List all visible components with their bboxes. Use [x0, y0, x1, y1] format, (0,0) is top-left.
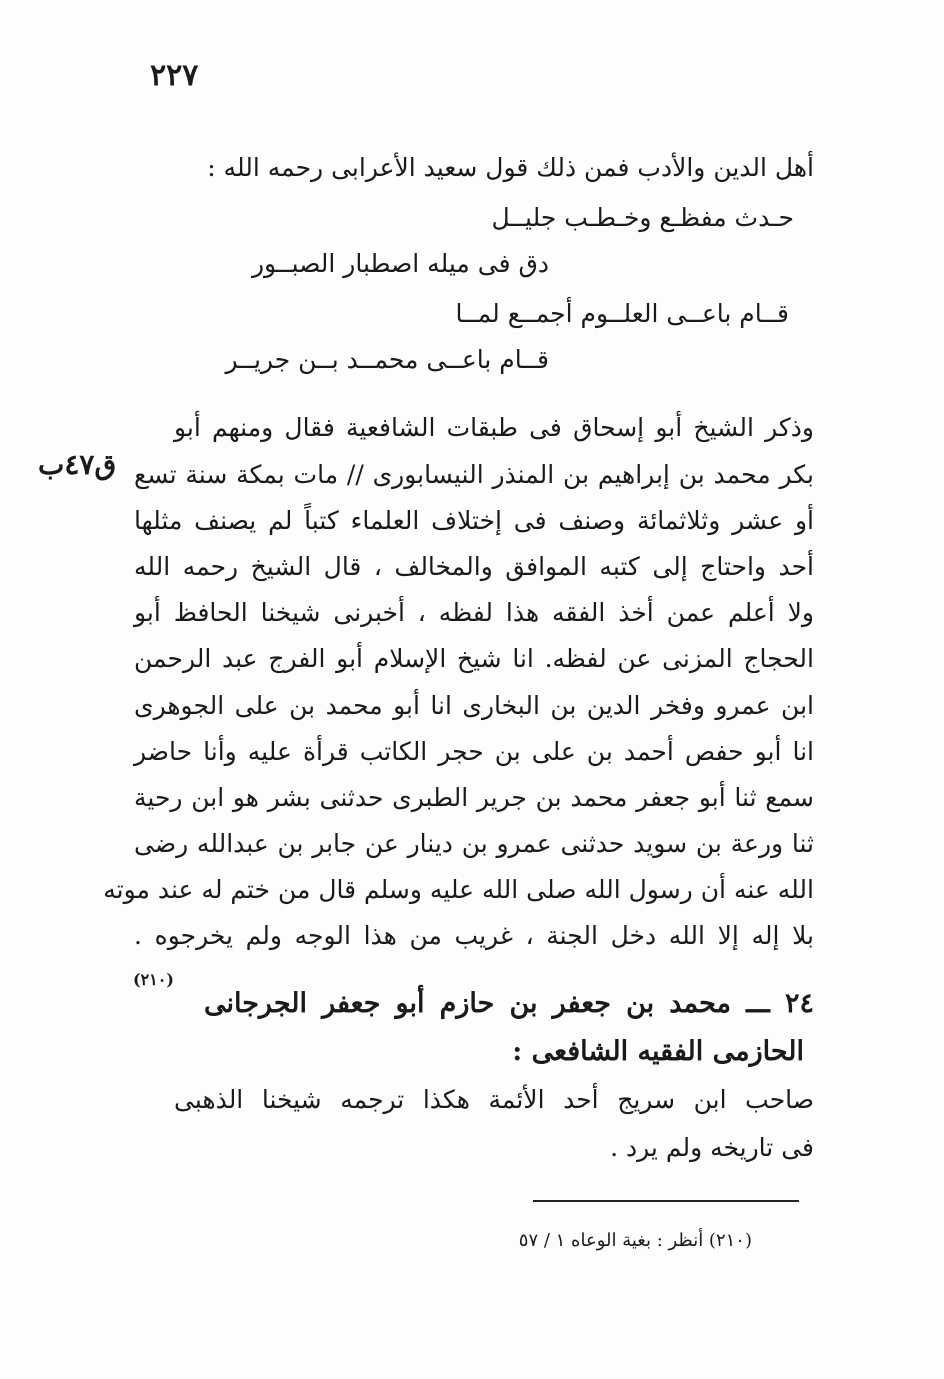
paragraph-line: أحد واحتاج إلى كتبه الموافق والمخالف ، قال الشيخ رحمه الله	[134, 552, 814, 581]
intro-line: أهل الدين والأدب فمن ذلك قول سعيد الأعرابى رحمه الله :	[207, 153, 814, 182]
footnote: (٢١٠) أنظر : بغية الوعاه ١ / ٥٧	[518, 1230, 752, 1251]
verse-line: قــام باعــى العلــوم أجمــع لمــا	[455, 299, 789, 328]
entry-heading: الحازمى الفقيه الشافعى :	[512, 1036, 804, 1067]
paragraph-line: ثنا ورعة بن سويد حدثنى عمرو بن دينار عن جابر بن عبدالله رضى	[134, 829, 814, 858]
paragraph-line: ابن عمرو وفخر الدين بن البخارى انا أبو محمد بن على الجوهرى	[134, 691, 814, 720]
footnote-divider	[533, 1200, 799, 1202]
entry-text-line: فى تاريخه ولم يرد .	[610, 1133, 814, 1162]
footnote-reference: (٢١٠)	[133, 970, 174, 989]
manuscript-folio-note: ق٤٧ب	[38, 448, 117, 481]
verse-line: حـدث مفظـع وخـطـب جليــل	[491, 203, 794, 232]
paragraph-line: أو عشر وثلاثمائة وصنف فى إختلاف العلماء كتباً لم يصنف مثلها	[134, 506, 814, 535]
page-number: ٢٢٧	[150, 58, 199, 93]
paragraph-line: انا أبو حفص أحمد بن على بن حجر الكاتب قرأة عليه وأنا حاضر	[134, 737, 814, 766]
paragraph-line: ولا أعلم عمن أخذ الفقه هذا لفظه ، أخبرنى شيخنا الحافظ أبو	[134, 598, 814, 627]
paragraph-line: بكر محمد بن إبراهيم بن المنذر النيسابورى // مات بمكة سنة تسع	[134, 460, 814, 489]
paragraph-line: الله عنه أن رسول الله صلى الله عليه وسلم قال من ختم له عند موته	[103, 875, 814, 904]
paragraph-line: سمع ثنا أبو جعفر محمد بن جرير الطبرى حدثنى بشر هو ابن رحية	[134, 783, 814, 812]
entry-heading: ٢٤ ـــ محمد بن جعفر بن حازم أبو جعفر الجرجانى	[204, 988, 814, 1019]
paragraph-line: بلا إله إلا الله دخل الجنة ، غريب من هذا الوجه ولم يخرجوه .	[134, 921, 814, 950]
verse-line: قــام باعــى محمــد بــن جريــر	[225, 345, 549, 374]
paragraph-line: الحجاج المزنى عن لفظه. انا شيخ الإسلام أبو الفرج عبد الرحمن	[134, 644, 814, 673]
entry-text-line: صاحب ابن سريج أحد الأئمة هكذا ترجمه شيخنا الذهبى	[174, 1085, 814, 1114]
paragraph-line: وذكر الشيخ أبو إسحاق فى طبقات الشافعية فقال ومنهم أبو	[174, 413, 814, 442]
verse-line: دق فى ميله اصطبار الصبــور	[251, 249, 549, 278]
